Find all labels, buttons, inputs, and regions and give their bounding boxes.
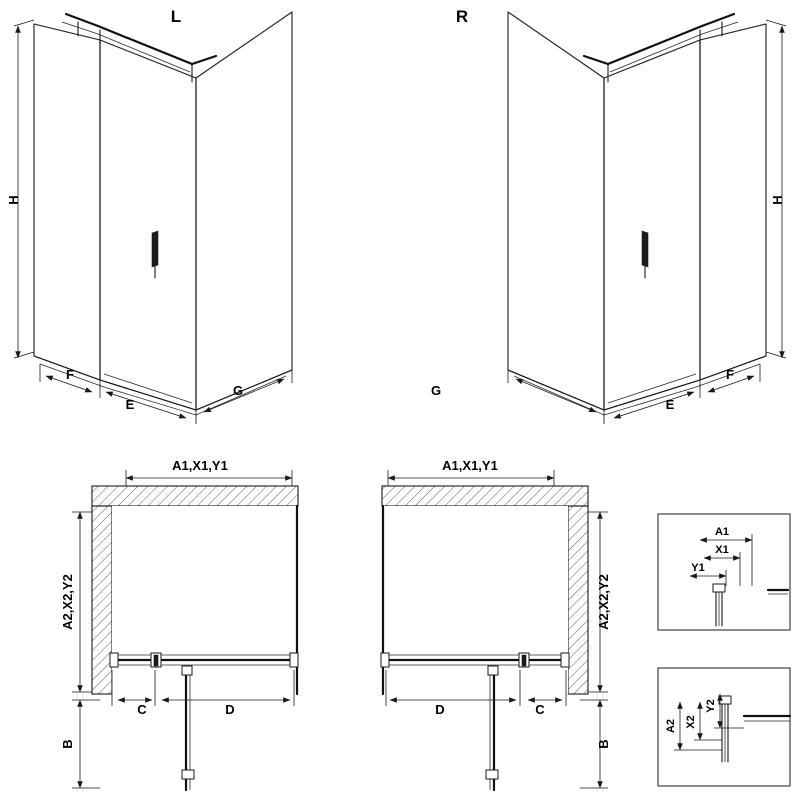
iso-left-variant-label: L <box>170 7 182 26</box>
detail-top-label-x1: X1 <box>715 544 729 556</box>
plan-left-top-dim: A1,X1,Y1 <box>172 458 228 473</box>
plan-right-side-dim: A2,X2,Y2 <box>596 574 611 630</box>
detail-box-bottom <box>658 668 790 786</box>
iso-view-left <box>6 7 292 424</box>
iso-left-height-label: H <box>6 195 21 205</box>
detail-top-label-y1: Y1 <box>691 562 705 574</box>
detail-top-label-a1: A1 <box>714 526 730 538</box>
plan-right-top-dim: A1,X1,Y1 <box>442 458 498 473</box>
detail-bottom-label-a2: A2 <box>665 718 677 734</box>
iso-right-variant-label: R <box>455 7 469 26</box>
iso-right-width-label: G <box>430 383 442 398</box>
iso-right-depth-label: F <box>726 367 734 382</box>
plan-left-seg-left: C <box>137 702 147 717</box>
plan-right-swing-dim: B <box>596 739 611 749</box>
plan-right-seg-right: C <box>535 702 545 717</box>
plan-left-seg-right: D <box>225 702 235 717</box>
iso-view-right <box>431 7 786 424</box>
plan-right-seg-left: D <box>435 702 445 717</box>
plan-left-swing-dim: B <box>60 739 75 749</box>
iso-left-width-label: G <box>232 383 244 398</box>
iso-right-door-label: E <box>665 397 675 412</box>
iso-left-depth-label: F <box>66 367 74 382</box>
detail-box-top <box>658 514 790 630</box>
plan-left-side-dim: A2,X2,Y2 <box>60 574 75 630</box>
detail-bottom-label-y2: Y2 <box>705 699 717 713</box>
iso-right-height-label: H <box>770 195 785 205</box>
plan-view-right <box>381 458 611 790</box>
iso-left-door-label: E <box>125 397 135 412</box>
detail-bottom-label-x2: X2 <box>685 715 697 729</box>
plan-view-left <box>60 458 298 790</box>
